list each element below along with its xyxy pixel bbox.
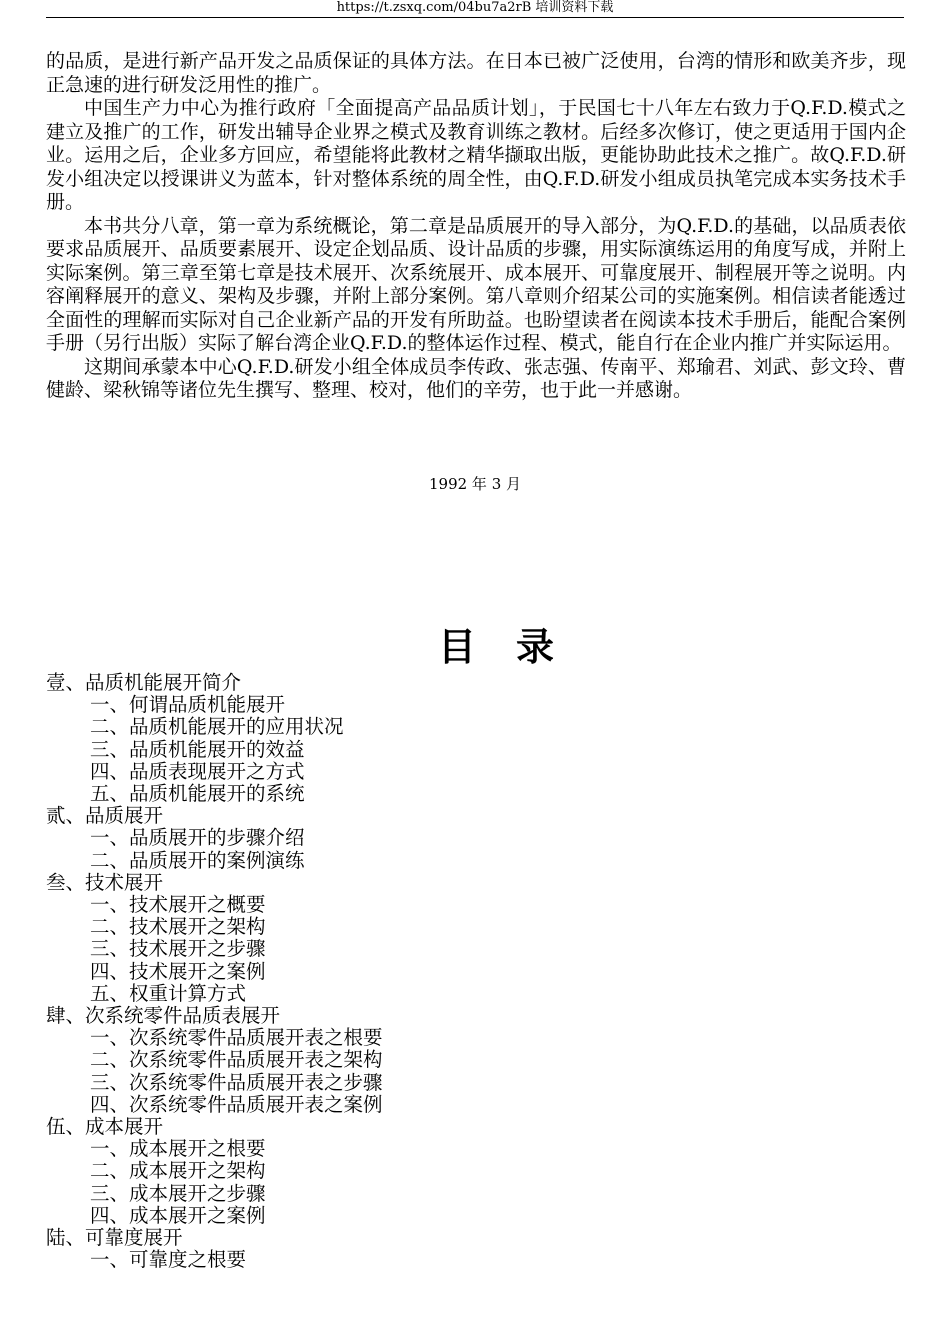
preface-body (46, 50, 906, 403)
preface-paragraph: 的品质，是进行新产品开发之品质保证的具体方法。在日本已被广泛使用，台湾的情形和欧美齐步，现正急速的进行研发泛用性的推广。 (46, 50, 906, 96)
toc-chapter-entry: 贰、品质展开 (46, 804, 164, 828)
toc-section-entry: 五、权重计算方式 (90, 981, 247, 1005)
toc-section-entry: 一、次系统零件品质展开表之根要 (90, 1026, 383, 1050)
toc-section-entry: 三、次系统零件品质展开表之步骤 (90, 1070, 383, 1094)
toc-section-entry: 二、技术展开之架构 (90, 915, 266, 939)
toc-section-entry: 三、成本展开之步骤 (90, 1181, 266, 1205)
toc-chapter-entry: 壹、品质机能展开简介 (46, 671, 242, 694)
toc-section-entry: 四、品质表现展开之方式 (90, 759, 305, 783)
toc-section-entry: 四、成本展开之案例 (90, 1203, 266, 1227)
toc-section-entry: 二、成本展开之架构 (90, 1159, 266, 1183)
toc-section-entry: 三、技术展开之步骤 (90, 937, 266, 961)
toc-section-entry: 二、品质机能展开的应用状况 (90, 715, 344, 739)
preface-paragraph: 这期间承蒙本中心Q.F.D.研发小组全体成员李传政、张志强、传南平、郑瑜君、刘武、彭文玲、曹健龄、梁秋锦等诸位先生撰写、整理、校对，他们的辛劳，也于此一并感谢。 (46, 355, 906, 401)
toc-chapter-entry: 陆、可靠度展开 (46, 1226, 183, 1250)
toc-section-entry: 一、可靠度之根要 (90, 1248, 247, 1272)
page-header (46, 0, 904, 18)
toc-section-entry: 四、技术展开之案例 (90, 959, 266, 983)
preface-paragraph: 中国生产力中心为推行政府「全面提高产品品质计划」，于民国七十八年左右致力于Q.F.D.模式之建立及推广的工作，研发出辅导企业界之模式及教育训练之教材。后经多次修订，使之更适用于国内企业。运用之后，企业多方回应，希望能将此教材之精华撷取出版，更能协助此技术之推广。故Q.F.D.研发小组决定以授课讲义为蓝本，针对整体系统的周全性，由Q.F.D.研发小组成员执笔完成本实务技术手册。 (46, 97, 906, 213)
toc-section-entry: 一、成本展开之根要 (90, 1137, 266, 1161)
toc-title: 目录 (437, 624, 594, 669)
toc-section-entry: 一、品质展开的步骤介绍 (90, 826, 305, 850)
toc-section-entry: 二、次系统零件品质展开表之架构 (90, 1048, 383, 1072)
toc-section-entry: 二、品质展开的案例演练 (90, 848, 305, 872)
toc-section-entry: 四、次系统零件品质展开表之案例 (90, 1092, 383, 1116)
toc-chapter-entry: 伍、成本展开 (46, 1115, 164, 1139)
toc-section-entry: 一、技术展开之概要 (90, 893, 266, 917)
table-of-contents (46, 672, 746, 1271)
preface-date: 1992 年 3 月 (428, 475, 522, 493)
toc-chapter-entry: 肆、次系统零件品质表展开 (46, 1004, 281, 1028)
toc-section-entry: 三、品质机能展开的效益 (90, 737, 305, 761)
header-text: https://t.zsxq.com/04bu7a2rB 培训资料下载 (336, 0, 614, 15)
toc-chapter-entry: 叁、技术展开 (46, 870, 164, 894)
preface-paragraph: 本书共分八章，第一章为系统概论，第二章是品质展开的导入部分，为Q.F.D.的基础，以品质表依要求品质展开、品质要素展开、设定企划品质、设计品质的步骤，用实际演练运用的角度写成，并附上实际案例。第三章至第七章是技术展开、次系统展开、成本展开、可靠度展开、制程展开等之说明。内容阐释展开的意义、架构及步骤，并附上部分案例。第八章则介绍某公司的实施案例。相信读者能透过全面性的理解而实际对自己企业新产品的开发有所助益。也盼望读者在阅读本技术手册后，能配合案例手册（另行出版）实际了解台湾企业Q.F.D.的整体运作过程、模式，能自行在企业内推广并实际运用。 (46, 214, 906, 354)
toc-section-entry: 五、品质机能展开的系统 (90, 782, 305, 806)
toc-section-entry: 一、何谓品质机能展开 (90, 693, 286, 717)
